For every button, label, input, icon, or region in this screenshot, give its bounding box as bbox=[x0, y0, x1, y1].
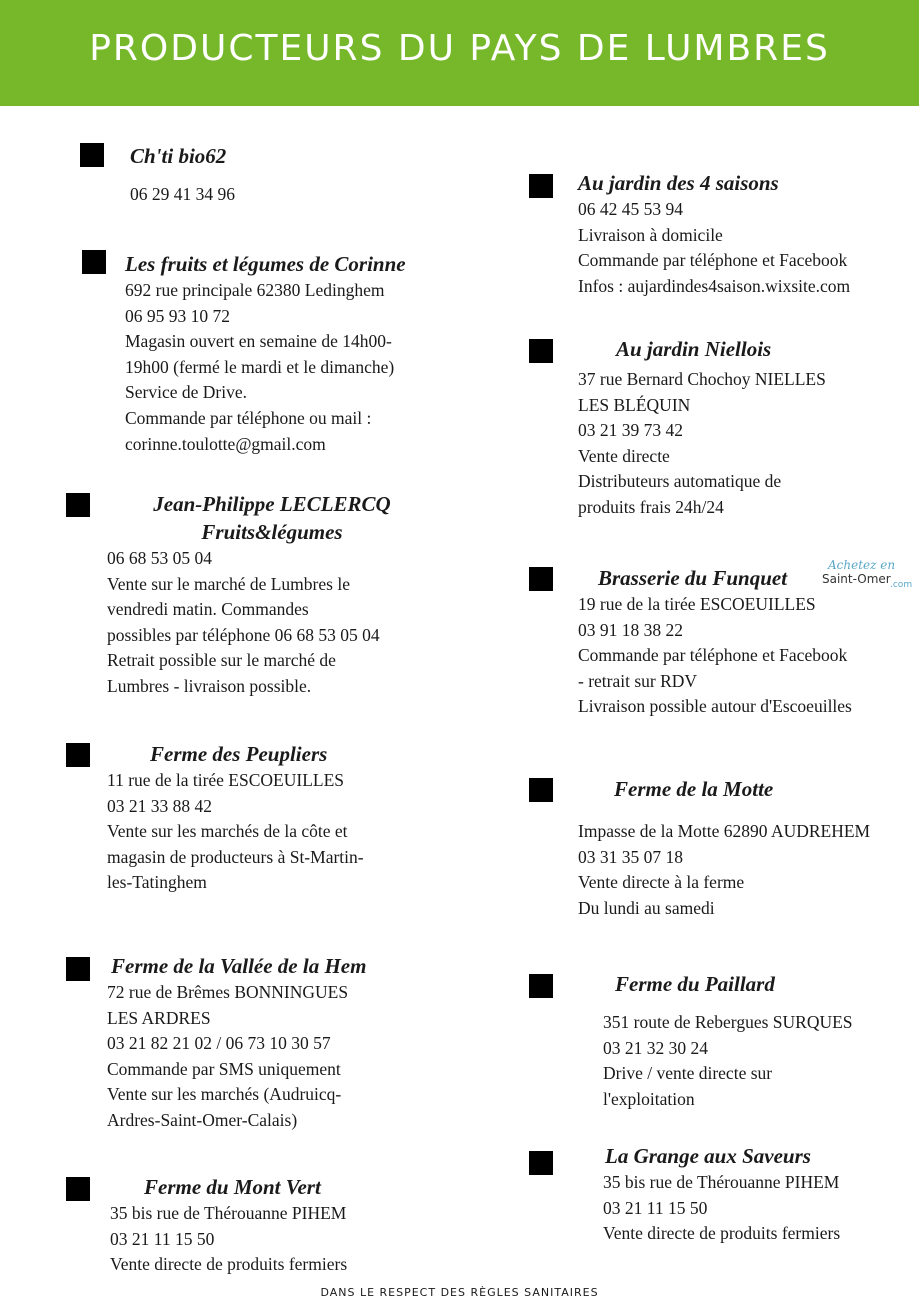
producer-info-line: 06 95 93 10 72 bbox=[125, 305, 230, 326]
bullet-square-icon bbox=[66, 957, 90, 981]
producer-info-line: Lumbres - livraison possible. bbox=[107, 675, 312, 696]
producer-info-line: Infos : aujardindes4saison.wixsite.com bbox=[578, 275, 851, 296]
producer-info-line: 03 21 11 15 50 bbox=[110, 1228, 215, 1249]
producer-info-line: Vente sur les marchés (Audruicq- bbox=[107, 1084, 342, 1105]
producer-entry bbox=[578, 564, 852, 720]
producer-info-line: 692 rue principale 62380 Ledinghem bbox=[125, 280, 385, 300]
producer-name: Ferme de la Motte bbox=[614, 777, 774, 801]
header-banner bbox=[0, 0, 919, 106]
producer-name: Jean-Philippe LECLERCQ bbox=[153, 492, 391, 516]
producer-info-line: Vente directe de produits fermiers bbox=[603, 1223, 841, 1244]
producer-info-line: 03 21 33 88 42 bbox=[107, 795, 212, 816]
producer-info-line: magasin de producteurs à St-Martin- bbox=[107, 846, 364, 867]
producer-info-line: 11 rue de la tirée ESCOEUILLES bbox=[107, 770, 344, 790]
bullet-square-icon bbox=[529, 1151, 553, 1175]
producer-entry bbox=[603, 1142, 840, 1247]
producer-info-line: 03 21 32 30 24 bbox=[603, 1037, 708, 1058]
producer-info-line: Commande par téléphone ou mail : bbox=[125, 407, 372, 428]
logo-suffix-text: .com bbox=[890, 580, 913, 590]
producer-entry bbox=[107, 952, 366, 1134]
producer-info-line: Ardres-Saint-Omer-Calais) bbox=[107, 1109, 298, 1130]
producer-info-line: 35 bis rue de Thérouanne PIHEM bbox=[603, 1172, 840, 1192]
producer-entry bbox=[578, 169, 850, 299]
producer-info-line: 06 68 53 05 04 bbox=[107, 548, 212, 568]
producer-info-line: 06 42 45 53 94 bbox=[578, 199, 683, 219]
producer-entry bbox=[130, 142, 235, 208]
producer-info-line: 19h00 (fermé le mardi et le dimanche) bbox=[125, 356, 395, 377]
producer-name: Les fruits et légumes de Corinne bbox=[125, 252, 406, 276]
bullet-square-icon bbox=[529, 778, 553, 802]
bullet-square-icon bbox=[529, 174, 553, 198]
bullet-square-icon bbox=[529, 339, 553, 363]
producer-info-line: 06 29 41 34 96 bbox=[130, 184, 235, 204]
producer-name: Au jardin Niellois bbox=[616, 337, 772, 361]
producer-info-line: les-Tatinghem bbox=[107, 872, 207, 893]
producer-info-line: Livraison possible autour d'Escoeuilles bbox=[578, 696, 852, 717]
bullet-square-icon bbox=[80, 143, 104, 167]
producer-entry bbox=[107, 490, 437, 700]
bullet-square-icon bbox=[529, 974, 553, 998]
producer-info-line: Impasse de la Motte 62890 AUDREHEM bbox=[578, 821, 871, 841]
producer-info-line: Vente directe de produits fermiers bbox=[110, 1254, 348, 1275]
producer-info-line: 72 rue de Brêmes BONNINGUES bbox=[107, 982, 349, 1002]
producer-info-line: Magasin ouvert en semaine de 14h00- bbox=[125, 331, 392, 352]
producer-info-line: Commande par téléphone et Facebook bbox=[578, 645, 848, 666]
producer-name: Au jardin des 4 saisons bbox=[578, 171, 779, 195]
page-title: PRODUCTEURS DU PAYS DE LUMBRES bbox=[89, 28, 830, 69]
producer-entry bbox=[578, 335, 826, 521]
bullet-square-icon bbox=[66, 743, 90, 767]
producer-entry bbox=[578, 775, 870, 921]
producer-info-line: Retrait possible sur le marché de bbox=[107, 650, 336, 671]
producer-name: Brasserie du Funquet bbox=[598, 566, 788, 590]
producer-info-line: 03 91 18 38 22 bbox=[578, 619, 683, 640]
logo-script-text: Achetez en bbox=[828, 558, 896, 572]
producer-entry bbox=[603, 970, 853, 1112]
producer-info-line: 351 route de Rebergues SURQUES bbox=[603, 1012, 853, 1032]
producer-info-line: Distributeurs automatique de bbox=[578, 471, 782, 492]
producer-entry bbox=[110, 1173, 347, 1278]
producer-info-line: Vente directe bbox=[578, 445, 670, 466]
producer-info-line: Vente sur les marchés de la côte et bbox=[107, 821, 348, 842]
producer-info-line: Commande par SMS uniquement bbox=[107, 1058, 341, 1079]
producer-subtitle: Fruits&légumes bbox=[201, 520, 343, 544]
producer-info-line: l'exploitation bbox=[603, 1088, 695, 1109]
producer-name: Ferme des Peupliers bbox=[150, 742, 328, 766]
producer-info-line: - retrait sur RDV bbox=[578, 670, 698, 691]
producer-entry bbox=[125, 250, 406, 457]
producer-info-line: LES ARDRES bbox=[107, 1007, 211, 1028]
producer-info-line: possibles par téléphone 06 68 53 05 04 bbox=[107, 624, 380, 645]
producer-name: Ferme de la Vallée de la Hem bbox=[111, 954, 367, 978]
producer-info-line: 37 rue Bernard Chochoy NIELLES bbox=[578, 369, 826, 389]
producer-info-line: 35 bis rue de Thérouanne PIHEM bbox=[110, 1203, 347, 1223]
footer-note: DANS LE RESPECT DES RÈGLES SANITAIRES bbox=[320, 1286, 599, 1299]
bullet-square-icon bbox=[66, 493, 90, 517]
logo-brand-text: Saint-Omer bbox=[822, 572, 891, 586]
producer-info-line: 03 21 82 21 02 / 06 73 10 30 57 bbox=[107, 1033, 331, 1054]
producer-info-line: produits frais 24h/24 bbox=[578, 496, 724, 517]
producer-info-line: Commande par téléphone et Facebook bbox=[578, 250, 848, 271]
producer-info-line: vendredi matin. Commandes bbox=[107, 599, 309, 620]
producer-info-line: LES BLÉQUIN bbox=[578, 394, 691, 415]
producer-info-line: Vente directe à la ferme bbox=[578, 872, 745, 893]
producer-info-line: Vente sur le marché de Lumbres le bbox=[107, 573, 350, 594]
producer-info-line: 03 31 35 07 18 bbox=[578, 846, 683, 867]
producer-info-line: 03 21 11 15 50 bbox=[603, 1197, 708, 1218]
producer-name: Ferme du Mont Vert bbox=[144, 1175, 321, 1199]
producer-info-line: Du lundi au samedi bbox=[578, 897, 715, 918]
saint-omer-logo bbox=[818, 558, 918, 596]
producer-name: Ferme du Paillard bbox=[615, 972, 775, 996]
producer-info-line: Drive / vente directe sur bbox=[603, 1063, 773, 1084]
producer-info-line: Service de Drive. bbox=[125, 382, 247, 403]
bullet-square-icon bbox=[82, 250, 106, 274]
producer-name: Ch'ti bio62 bbox=[130, 144, 227, 168]
producer-entry bbox=[107, 740, 364, 896]
producer-info-line: corinne.toulotte@gmail.com bbox=[125, 433, 326, 454]
producer-info-line: Livraison à domicile bbox=[578, 224, 723, 245]
bullet-square-icon bbox=[529, 567, 553, 591]
producer-name: La Grange aux Saveurs bbox=[605, 1144, 811, 1168]
producer-info-line: 03 21 39 73 42 bbox=[578, 420, 683, 441]
producer-info-line: 19 rue de la tirée ESCOEUILLES bbox=[578, 594, 816, 614]
bullet-square-icon bbox=[66, 1177, 90, 1201]
